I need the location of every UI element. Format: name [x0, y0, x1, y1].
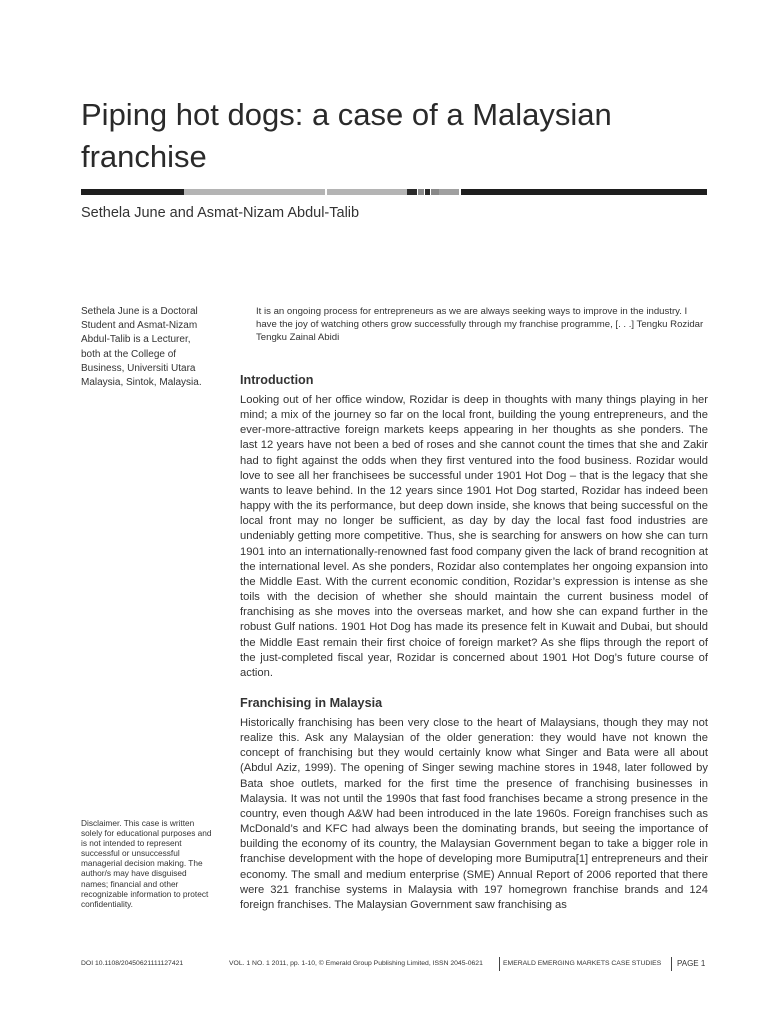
- rule-segment: [439, 189, 459, 195]
- footer-volume: VOL. 1 NO. 1 2011, pp. 1-10, © Emerald Group Publishing Limited, ISSN 2045-0621: [229, 960, 483, 967]
- section-body-franchising: Historically franchising has been very close to the heart of Malaysians, though they may not realize this. Ask any Malaysian of the older generation: they would have not known the concept of franchising but they would certainly know what Singer and Bata were all about (Abdul Aziz, 1999). The opening of Singer sewing machine stores in 1948, later followed by Bata shoe outlets, marked for the first time the presence of franchising businesses in Malaysia. It was not until the 1990s that fast food franchises became a strong presence in the country, even though A&W had been introduced in the late 1960s. Foreign franchises such as McDonald’s and KFC had always been the dominating brands, but seeing the importance of building the economy of its country, the Malaysian Government began to take a bigger role in franchise development with the hope of developing more Bumiputra[1] entrepreneurs and their economy. The small and medium enterprise (SME) Annual Report of 2006 reported that there were 321 franchise systems in Malaysia with 197 homegrown franchise brands and 124 foreign franchises. The Malaysian Government saw franchising as: [240, 717, 708, 911]
- rule-segment: [184, 189, 325, 195]
- footer-page-number: PAGE 1: [677, 959, 706, 968]
- rule-segment: [327, 189, 407, 195]
- rule-segment: [81, 189, 184, 195]
- article-title: Piping hot dogs: a case of a Malaysian franchise: [81, 97, 612, 174]
- disclaimer-note: Disclaimer. This case is written solely for educational purposes and is not intended to represent successful or unsuccessful managerial decision making. The author/s may have disguised names; financial and other recognizable information to protect confidentiality.: [81, 818, 212, 909]
- section-body-introduction: Looking out of her office window, Rozidar is deep in thoughts with many things playing in her mind; a mix of the journey so far on the local front, building the young entrepreneurs, and the ever-more-attractive foreign markets keeps appearing in her thoughts as she ponders. The last 12 years have not been a bed of roses and she cannot count the times that she and Zakir had to fight against the odds when they first ventured into the food business. Rozidar would love to see all her franchisees be successful under 1901 Hot Dog – that is the legacy that she wants to leave behind. In the 12 years since 1901 Hot Dog started, Rozidar has indeed been happy with the its performance, but deep down inside, she knows that being successful on the local front may no longer be sufficient, as day by day the local fast food industries are undeniably getting more competitive. Thus, she is searching for answers on how she can turn 1901 into an internationally-renowned fast food company given the lack of brand recognition at the international level. As she ponders, Rozidar also contemplates her ongoing expansion into the Middle East. With the current economic condition, Rozidar’s expression is intense as she toils with the decision of whether she should maintain the current business model of franchising as she moves into the overseas market, and how she can expand further in the robust Gulf nations. 1901 Hot Dog has made its presence felt in Kuwait and Dubai, but should the Middle East remain their first choice of foreign market? As she flips through the report of the just-completed fiscal year, Rozidar is concerned about 1901 Hot Dog’s future course of action.: [240, 394, 708, 679]
- rule-segment: [431, 189, 439, 195]
- section-heading-franchising: Franchising in Malaysia: [240, 696, 383, 710]
- title-rule: [81, 189, 707, 195]
- authors: Sethela June and Asmat-Nizam Abdul-Talib: [81, 205, 360, 221]
- page-footer: [0, 957, 768, 971]
- rule-segment: [407, 189, 417, 195]
- footer-journal: EMERALD EMERGING MARKETS CASE STUDIES: [503, 960, 662, 967]
- section-heading-introduction: Introduction: [240, 373, 314, 387]
- rule-segment: [418, 189, 424, 195]
- rule-segment: [425, 189, 430, 195]
- rule-segment: [461, 189, 707, 195]
- epigraph-quote: It is an ongoing process for entrepreneurs as we are always seeking ways to improve in the industry. I have the joy of watching others grow successfully through my franchise programme, [. . .] Tengku Rozidar Tengku Zainal Abidi: [256, 306, 704, 344]
- footer-divider: [671, 957, 672, 971]
- footer-divider: [499, 957, 500, 971]
- footer-doi: DOI 10.1108/20450621111127421: [81, 960, 184, 967]
- author-affiliation: Sethela June is a Doctoral Student and Asmat-Nizam Abdul-Talib is a Lecturer, both at the College of Business, Universiti Utara Malaysia, Sintok, Malaysia.: [81, 306, 202, 389]
